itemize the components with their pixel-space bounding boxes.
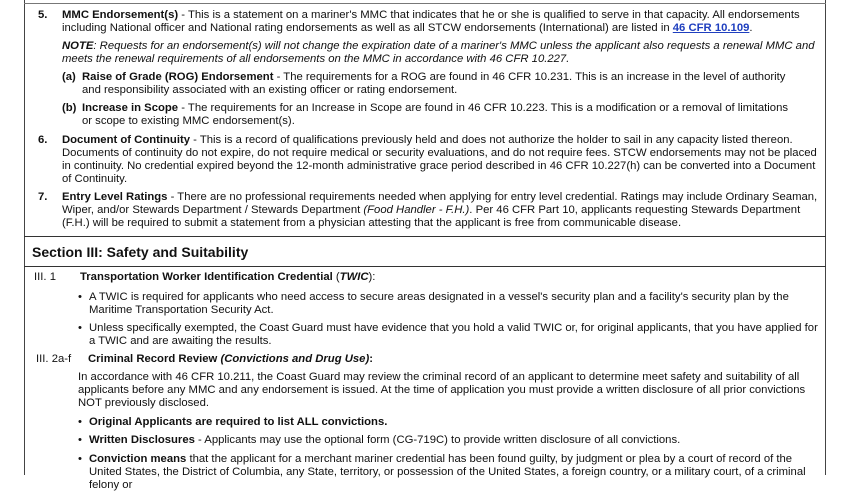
item-body: - This is a record of qualifications previously held and does not authorize the holder to sail in any capacity listed thereon. Documents of continuity do not expire, do not require medical or security evaluations, and do not require fees. STCW endorsements may not be placed in continuity. No credential expired beyond the 12-month administrative grace period described in 46 CFR 10.227(h) can be converted into a Document of Continuity. — [62, 134, 817, 185]
item-title: MMC Endorsement(s) — [62, 9, 179, 21]
paragraph-text: In accordance with 46 CFR 10.211, the Coast Guard may review the criminal record of an applicant to determine meet safety and suitability of all applicants before any MMC and any endorsement is issued. At the time of application you must provide a written disclosure of all prior convictions NOT previously disclosed. — [78, 371, 806, 409]
bullet-icon: • — [78, 453, 82, 465]
section-title: Section III: Safety and Suitability — [32, 244, 249, 260]
section-header — [24, 236, 826, 267]
subitem-text — [82, 102, 800, 128]
bullet-text — [89, 434, 818, 447]
item-title: Entry Level Ratings — [62, 191, 168, 203]
item-text — [62, 9, 818, 35]
subitem-body: - The requirements for an Increase in Scope are found in 46 CFR 10.223. This is a modification or a removal of limitations or scope to existing MMC endorsement(s). — [82, 102, 788, 127]
subitem-title: Raise of Grade (ROG) Endorsement — [82, 71, 274, 83]
subitem-title: Increase in Scope — [82, 102, 179, 114]
item-body: - This is a statement on a mariner's MMC that indicates that he or she is qualified to serve in that capacity. All endorsements including National officer and National rating endorsements as well as all STCW endorsements (International) are listed in — [62, 9, 800, 34]
bullet-icon: • — [78, 416, 82, 428]
item-number: 7. — [38, 191, 48, 203]
bullet-text: A TWIC is required for applicants who need access to secure areas designated in a vessel's security plan and a facility's security plan by the Maritime Transportation Security Act. — [89, 291, 789, 316]
bullet-title: Conviction means — [89, 453, 187, 465]
note-body: : Requests for an endorsement(s) will not change the expiration date of a mariner's MMC unless the applicant also requests a renewal MMC and meets the renewal requirements of all endorsements on the MMC in accordance with 46 CFR 10.227. — [62, 40, 815, 65]
item-heading — [88, 353, 816, 366]
bullet-icon: • — [78, 291, 82, 303]
item-heading — [80, 271, 814, 284]
bullet-icon: • — [78, 322, 82, 334]
twic-abbr: TWIC — [339, 271, 369, 283]
paren-close: ): — [368, 271, 376, 283]
bullet-text: Original Applicants are required to list ALL convictions. — [89, 416, 388, 428]
bullet-icon: • — [78, 434, 82, 446]
item-title-italic: (Convictions and Drug Use) — [220, 353, 370, 365]
item-title: Document of Continuity — [62, 134, 191, 146]
item-text — [62, 134, 818, 186]
bullet-text — [89, 453, 818, 492]
subitem-label: (a) — [62, 71, 76, 83]
item-number: 6. — [38, 134, 48, 146]
item-title: Criminal Record Review — [88, 353, 221, 365]
bullet-title: Written Disclosures — [89, 434, 195, 446]
item-number: 5. — [38, 9, 48, 21]
criminal-record-paragraph — [78, 371, 818, 410]
item-text — [62, 191, 818, 230]
paren-open: ( — [332, 271, 340, 283]
bullet-body: - Applicants may use the optional form (CG-719C) to provide written disclosure of all convictions. — [194, 434, 681, 446]
subitem-body: - The requirements for a ROG are found in 46 CFR 10.231. This is an increase in the level of authority and responsibility associated with an existing officer or rating endorsement. — [82, 71, 786, 96]
item-number: III. 2a-f — [36, 353, 72, 365]
period: . — [749, 22, 753, 34]
item-title: Transportation Worker Identification Credential — [80, 271, 333, 283]
subitem-text — [82, 71, 800, 97]
item-number: III. 1 — [34, 271, 56, 283]
note-text — [62, 40, 818, 66]
cfr-10-109-link[interactable]: 46 CFR 10.109 — [672, 22, 750, 34]
bullet-body: that the applicant for a merchant mariner credential has been found guilty, by judgment or plea by a court of record of the United States, the District of Columbia, any State, territory, or possession of the United States, a foreign country, or a military court, of a criminal felony or — [89, 453, 806, 491]
item-body-end: . Per 46 CFR Part 10, applicants requesting Stewards Department (F.H.) will be required to submit a statement from a physician attesting that the applicant is free from communicable disease. — [62, 204, 801, 229]
colon: : — [369, 353, 373, 365]
top-rule — [24, 0, 826, 4]
item-body: - There are no professional requirements needed when applying for entry level credential. Ratings may include Ordinary Seaman, Wiper, and/or Stewards Department / Stewards Department — [62, 191, 818, 216]
note-label: NOTE — [62, 40, 94, 52]
item-italic: (Food Handler - F.H.) — [363, 204, 470, 216]
bullet-text: Unless specifically exempted, the Coast Guard must have evidence that you hold a valid TWIC or, for original applicants, that you have applied for a TWIC and are awaiting the results. — [89, 322, 818, 347]
subitem-label: (b) — [62, 102, 77, 114]
